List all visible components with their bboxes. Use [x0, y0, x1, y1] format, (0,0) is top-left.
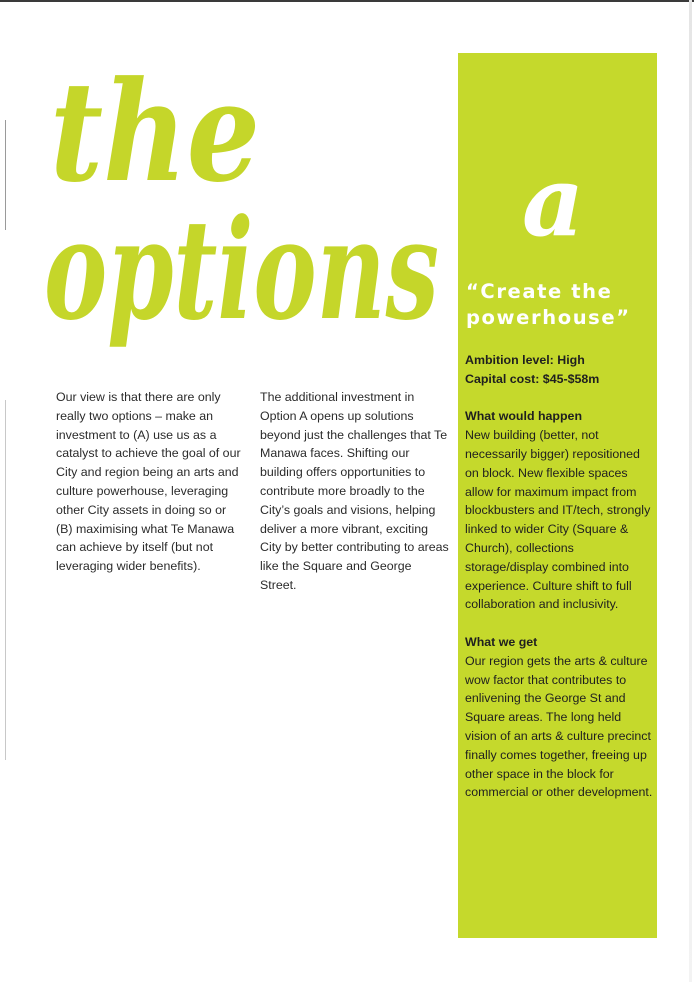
page-edge-top — [0, 0, 694, 2]
option-details — [465, 351, 655, 802]
what-would-happen-text: New building (better, not necessarily bigger) repositioned on block. New flexible spaces allow for maximum impact from blockbusters and IT/tech, strongly linked to wider City (Square & Church), collections storage/display combined into experience. Culture shift to full collaboration and inclusivity. — [465, 428, 651, 612]
option-a-panel — [458, 53, 657, 938]
page-edge-right — [689, 0, 692, 982]
option-letter — [520, 163, 620, 253]
intro-column-right: The additional investment in Option A opens up solutions beyond just the challenges that Te Manawa faces. Shifting our building offers opportunities to contribute more broadly to the City’s goals and visions, helping deliver a more vibrant, exciting City by better contributing to areas like the Square and George Street. — [260, 390, 449, 592]
spacer — [465, 614, 655, 633]
option-tagline: “Create the powerhouse” — [466, 280, 631, 329]
intro-column-left: Our view is that there are only really two options – make an investment to (A) use us as a catalyst to achieve the goal of our City and region being an arts and culture powerhouse, leveraging other City assets in doing so or (B) maximising what Te Manawa can achieve by itself (but not leveraging wider benefits). — [56, 390, 241, 574]
what-we-get-text: Our region gets the arts & culture wow factor that contributes to enlivening the George St and Square areas. The long held vision of an arts & culture precinct finally comes together, freeing up other space in the block for commercial or other development. — [465, 653, 653, 800]
what-we-get-heading: What we get — [465, 634, 538, 649]
capital-cost: Capital cost: $45-$58m — [465, 371, 600, 386]
ambition-level: Ambition level: High — [465, 353, 585, 367]
what-would-happen-heading: What would happen — [465, 409, 583, 424]
page-edge-left-lower — [5, 400, 6, 760]
page-title — [40, 60, 460, 380]
option-letter-text: a — [522, 163, 585, 253]
spacer — [465, 389, 655, 408]
title-line-the: the — [50, 60, 260, 213]
page-edge-left — [5, 120, 6, 230]
title-line-options: options — [44, 188, 439, 351]
